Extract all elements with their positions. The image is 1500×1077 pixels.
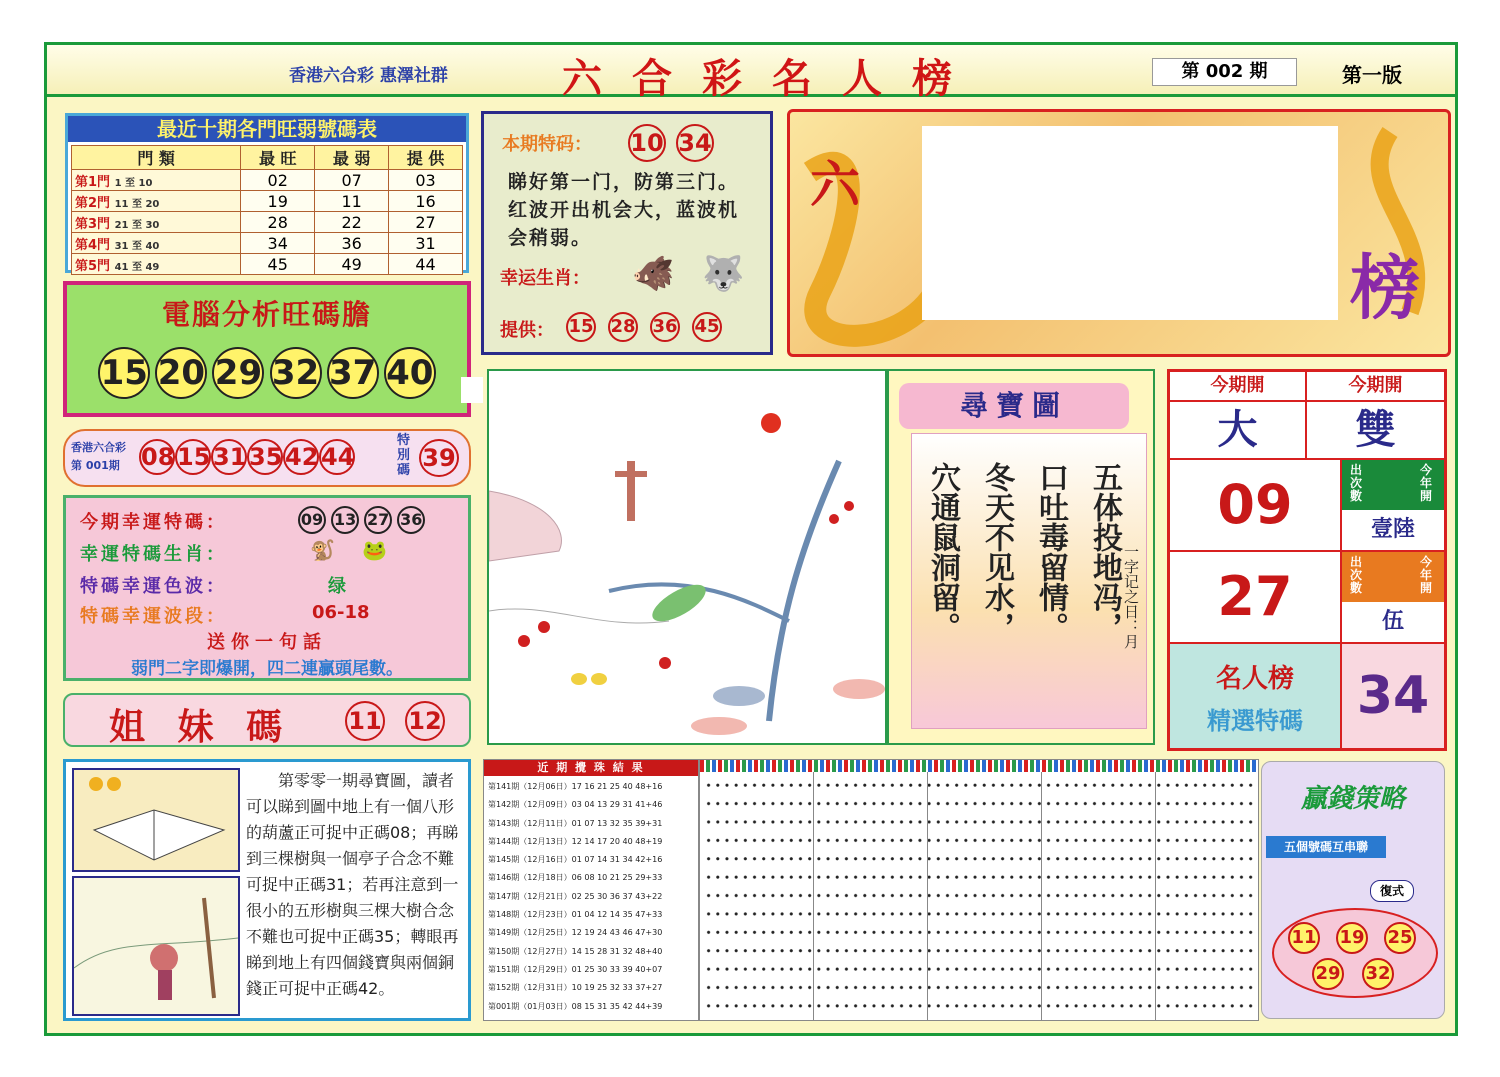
lucky-saying-title: 送你一句話 (207, 632, 327, 653)
gate-range: 21 至 30 (114, 219, 160, 231)
strategy-panel (1261, 761, 1445, 1019)
picture-blank-tab (461, 377, 483, 403)
number-ball: 13 (331, 506, 359, 534)
issue-number: 第 002 期 (1152, 58, 1297, 86)
col-header: 提 供 (389, 146, 463, 170)
lucky-range: 06-18 (312, 602, 370, 623)
number-ball: 40 (384, 347, 436, 399)
table-row: 第145期（12月16日）01 07 14 31 34 42+16 (488, 855, 663, 865)
poem-col: 五体投地冯， (1087, 462, 1122, 642)
special-panel (481, 111, 773, 355)
count-header-2: 出次數 今年開 (1342, 552, 1444, 602)
number-ball: 44 (319, 439, 355, 475)
strategy-tag: 復式 (1370, 880, 1414, 902)
weak-strong-table (71, 145, 463, 275)
dot-matrix (704, 776, 1256, 1016)
frog-icon: 🐸 (362, 538, 387, 562)
page-frame (44, 42, 1458, 1036)
give-cell: 44 (389, 254, 463, 275)
poem-columns (920, 462, 1126, 642)
table-row (72, 233, 463, 254)
number-ball: 15 (175, 439, 211, 475)
number-ball: 11 (1288, 922, 1320, 954)
gate-range: 31 至 40 (114, 240, 160, 252)
cold-cell: 11 (315, 191, 389, 212)
gate-range: 41 至 49 (114, 261, 160, 273)
number-ball: 42 (283, 439, 319, 475)
col-header: 門 類 (72, 146, 241, 170)
result-label-b: 今期開 (1307, 372, 1444, 402)
count-header-1: 出次數 今年開 (1342, 460, 1444, 510)
lucky-panel (63, 495, 471, 681)
table-row: 第144期（12月13日）12 14 17 20 40 48+19 (488, 836, 663, 846)
give-cell: 16 (389, 191, 463, 212)
cold-cell: 22 (315, 212, 389, 233)
table-row: 第001期（01月03日）08 15 31 35 42 44+39 (488, 1001, 663, 1011)
number-ball: 10 (628, 124, 666, 162)
color-strip (700, 760, 1258, 772)
number-ball: 32 (1362, 958, 1394, 990)
number-ball: 15 (98, 347, 150, 399)
result-value-a: 大 (1170, 402, 1307, 460)
number-ball: 15 (566, 312, 596, 342)
result-number-2: 27 (1170, 552, 1342, 644)
number-ball: 36 (650, 312, 680, 342)
table-row: 第152期（12月31日）10 19 25 32 33 37+27 (488, 983, 663, 993)
table-row: 第146期（12月18日）06 08 10 21 25 29+33 (488, 873, 663, 883)
number-ball: 45 (692, 312, 722, 342)
treasure-side-note: 一字记之日：月 (1122, 544, 1140, 649)
explain-text: 第零零一期尋寶圖，讀者可以睇到圖中地上有一個八形的葫蘆正可捉中正碼08；再睇到三棵樹與一個亭子合念不難可捉中正碼31；若再注意到一很小的五形樹與三棵大樹合念不難也可捉中正碼35；轉眼再睇到地上有四個錢寶與兩個銅錢正可捉中正碼42。 (246, 771, 459, 998)
weak-strong-title: 最近十期各門旺弱號碼表 (68, 116, 466, 142)
give-cell: 31 (389, 233, 463, 254)
special-ball: 39 (419, 439, 459, 477)
number-ball: 12 (405, 701, 445, 741)
hot-cell: 19 (241, 191, 315, 212)
gate-range: 1 至 10 (114, 177, 153, 189)
computer-title: 電腦分析旺碼膽 (161, 298, 372, 331)
zodiac-label: 幸运生肖： (500, 268, 590, 289)
number-ball: 29 (1312, 958, 1344, 990)
page-title: 六合彩名人榜 (562, 55, 982, 102)
hot-cell: 02 (241, 170, 315, 191)
computer-numbers (67, 347, 467, 399)
banner-blank (922, 126, 1338, 320)
last-draw-panel (63, 429, 471, 487)
poem-col: 口吐毒留情。 (1033, 462, 1068, 642)
cold-cell: 49 (315, 254, 389, 275)
give-cell: 03 (389, 170, 463, 191)
lucky-numbers (298, 506, 425, 534)
lucky-label-4: 特碼幸運波段： (80, 606, 227, 627)
computer-panel (63, 281, 471, 417)
poem-col: 冬天不见水， (979, 462, 1014, 642)
number-ball: 20 (155, 347, 207, 399)
bird-tree-illustration (489, 371, 885, 743)
number-ball: 28 (608, 312, 638, 342)
number-ball: 25 (1384, 922, 1416, 954)
special-label: 特別碼 (397, 433, 411, 478)
recent-results-panel (483, 759, 699, 1021)
number-ball: 34 (676, 124, 714, 162)
number-ball: 36 (397, 506, 425, 534)
hot-cell: 45 (241, 254, 315, 275)
table-row: 第151期（12月29日）01 25 30 33 39 40+07 (488, 964, 663, 974)
number-ball: 09 (298, 506, 326, 534)
col-header: 最 弱 (315, 146, 389, 170)
table-row (72, 191, 463, 212)
dot-grid-panel (699, 759, 1259, 1021)
count-value-2: 伍 (1342, 602, 1444, 644)
gate-range: 11 至 20 (114, 198, 160, 210)
lucky-color: 绿 (328, 576, 346, 597)
explain-panel (63, 759, 471, 1021)
number-ball: 08 (139, 439, 175, 475)
pig-icon: 🐗 (632, 254, 675, 294)
lucky-label-2: 幸運特碼生肖： (80, 544, 227, 565)
lucky-label-3: 特碼幸運色波： (80, 576, 227, 597)
special-label: 本期特码： (502, 134, 592, 155)
header-bar (47, 45, 1455, 102)
strategy-subtitle: 五個號碼互串聯 (1266, 836, 1386, 858)
number-ball: 27 (364, 506, 392, 534)
table-row (72, 170, 463, 191)
table-row: 第148期（12月23日）01 04 12 14 35 47+33 (488, 910, 663, 920)
hot-cell: 34 (241, 233, 315, 254)
table-row: 第141期（12月06日）17 16 21 25 40 48+16 (488, 782, 663, 791)
result-label-a: 今期開 (1170, 372, 1307, 402)
number-ball: 35 (247, 439, 283, 475)
svg-text:六: 六 (810, 155, 860, 214)
lucky-saying: 弱門二字即爆開，四二連贏頭尾數。 (131, 659, 403, 679)
special-text: 睇好第一门，防第三门。红波开出机会大，蓝波机会稍弱。 (508, 171, 740, 249)
treasure-panel (887, 369, 1155, 745)
rank-subtitle: 精選特碼 (1207, 707, 1303, 735)
table-row: 第150期（12月27日）14 15 28 31 32 48+40 (488, 946, 663, 956)
result-number-1: 09 (1170, 460, 1342, 552)
table-row (72, 254, 463, 275)
puzzle-picture (487, 369, 887, 745)
result-panel (1167, 369, 1447, 751)
poem-col: 穴通鼠洞留。 (925, 462, 960, 642)
gate-label: 第2門 (75, 195, 111, 211)
number-ball: 11 (345, 701, 385, 741)
number-ball: 37 (327, 347, 379, 399)
count-value-1: 壹陸 (1342, 510, 1444, 552)
svg-text:榜: 榜 (1350, 246, 1420, 329)
give-label: 提供： (500, 320, 554, 341)
strategy-numbers (1272, 908, 1438, 998)
banner-image (787, 109, 1451, 357)
monkey-icon: 🐒 (310, 538, 335, 562)
gate-label: 第1門 (75, 174, 111, 190)
sister-panel (63, 693, 471, 747)
last-draw-numbers (139, 439, 355, 475)
lucky-label-1: 今期幸運特碼： (80, 512, 227, 533)
recent-rows (484, 776, 698, 1018)
last-draw-label: 香港六合彩 (71, 441, 126, 454)
treasure-title: 尋寶圖 (899, 383, 1129, 429)
dog-icon: 🐺 (702, 254, 745, 294)
recent-title: 近 期 攪 珠 結 果 (484, 760, 698, 776)
gate-label: 第4門 (75, 237, 111, 253)
rank-number: 34 (1342, 644, 1444, 748)
table-row: 第143期（12月11日）01 07 13 32 35 39+31 (488, 818, 663, 828)
brand-label: 香港六合彩 惠澤社群 (289, 66, 448, 86)
rank-title: 名人榜 (1215, 664, 1294, 694)
result-value-b: 雙 (1307, 402, 1444, 460)
weak-strong-panel (65, 113, 469, 273)
cold-cell: 07 (315, 170, 389, 191)
gate-label: 第3門 (75, 216, 111, 232)
study-illustration (72, 876, 240, 1016)
version-label: 第一版 (1342, 63, 1402, 87)
table-row: 第149期（12月25日）12 19 24 43 46 47+30 (488, 928, 663, 938)
sister-title: 姐 妹 碼 (109, 707, 293, 748)
last-draw-issue: 第 001期 (71, 459, 120, 472)
number-ball: 19 (1336, 922, 1368, 954)
number-ball: 32 (270, 347, 322, 399)
table-row (72, 212, 463, 233)
number-ball: 29 (212, 347, 264, 399)
hot-cell: 28 (241, 212, 315, 233)
table-row: 第142期（12月09日）03 04 13 29 31 41+46 (488, 800, 663, 810)
strategy-title: 贏錢策略 (1300, 784, 1405, 814)
gate-label: 第5門 (75, 258, 111, 274)
table-row: 第147期（12月21日）02 25 30 36 37 43+22 (488, 891, 663, 901)
give-numbers (566, 312, 722, 342)
give-cell: 27 (389, 212, 463, 233)
cold-cell: 36 (315, 233, 389, 254)
treasure-scroll (911, 433, 1147, 729)
number-ball: 31 (211, 439, 247, 475)
rank-box (1170, 644, 1342, 748)
book-illustration (72, 768, 240, 872)
col-header: 最 旺 (241, 146, 315, 170)
